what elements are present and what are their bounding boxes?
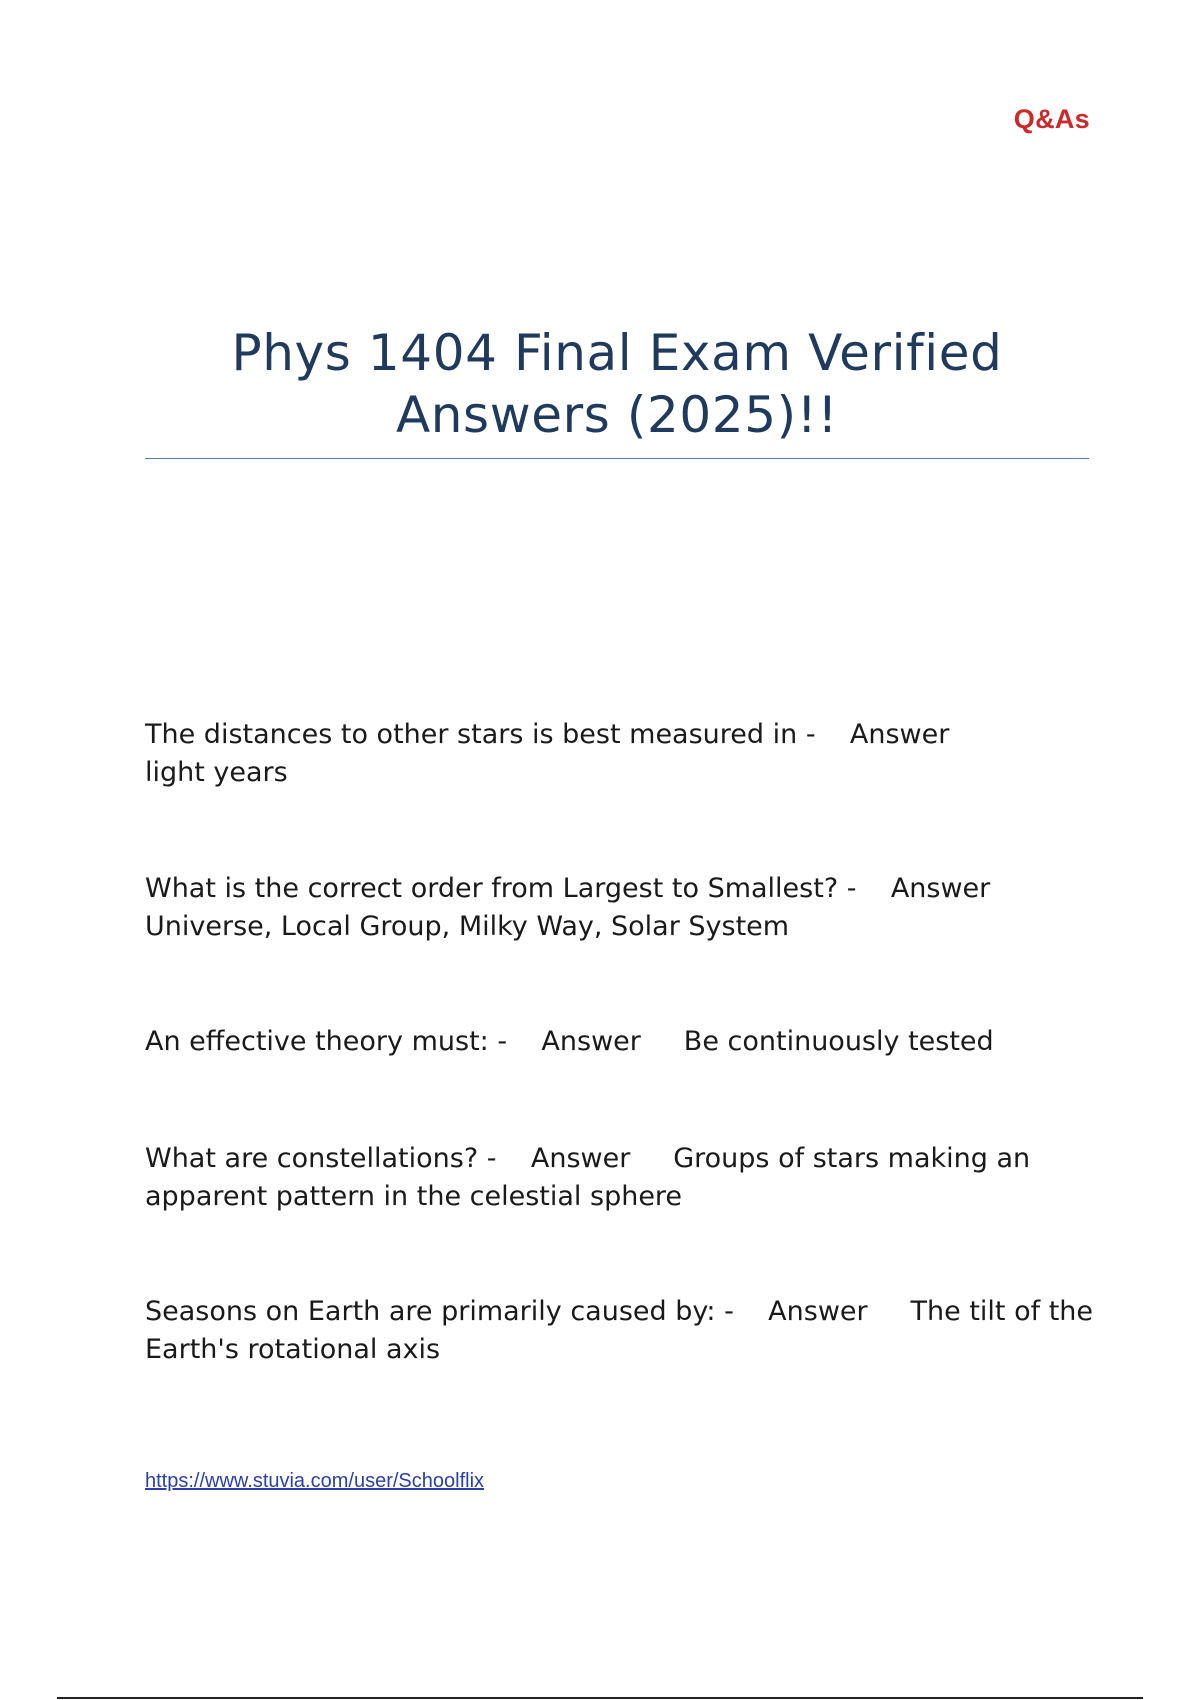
answer-keyword: Answer [890,873,991,904]
question-text: What are constellations? - [145,1143,497,1174]
answer-text: light years [145,757,288,788]
question-text: An effective theory must: - [145,1026,508,1057]
qa-item [145,870,1095,946]
qa-item [145,716,1095,792]
question-text: Seasons on Earth are primarily caused by: - [145,1296,734,1327]
answer-keyword: Answer [768,1296,868,1327]
title-line-2: Answers (2025)!! [395,386,839,444]
answer-text: Be continuously tested [683,1026,994,1057]
qa-item [145,1023,1095,1061]
answer-text: Groups of stars making an apparent pattern in the celestial sphere [145,1143,1039,1212]
title-divider [145,458,1089,459]
answer-text: Universe, Local Group, Milky Way, Solar System [145,911,790,942]
title-line-1: Phys 1404 Final Exam Verified [231,324,1003,382]
qa-item [145,1140,1095,1216]
qa-item [145,1293,1102,1369]
answer-keyword: Answer [541,1026,641,1057]
footer-divider [57,1697,1143,1699]
answer-text: The tilt of the Earth's rotational axis [145,1296,1102,1365]
answer-keyword: Answer [530,1143,631,1174]
title-block [145,322,1089,459]
question-text: What is the correct order from Largest to Smallest? - [145,873,857,904]
answer-keyword: Answer [849,719,950,750]
source-link[interactable]: https://www.stuvia.com/user/Schoolflix [145,1470,485,1492]
qas-tag: Q&As [1013,104,1090,134]
question-text: The distances to other stars is best measured in - [145,719,816,750]
document-title [145,322,1089,446]
